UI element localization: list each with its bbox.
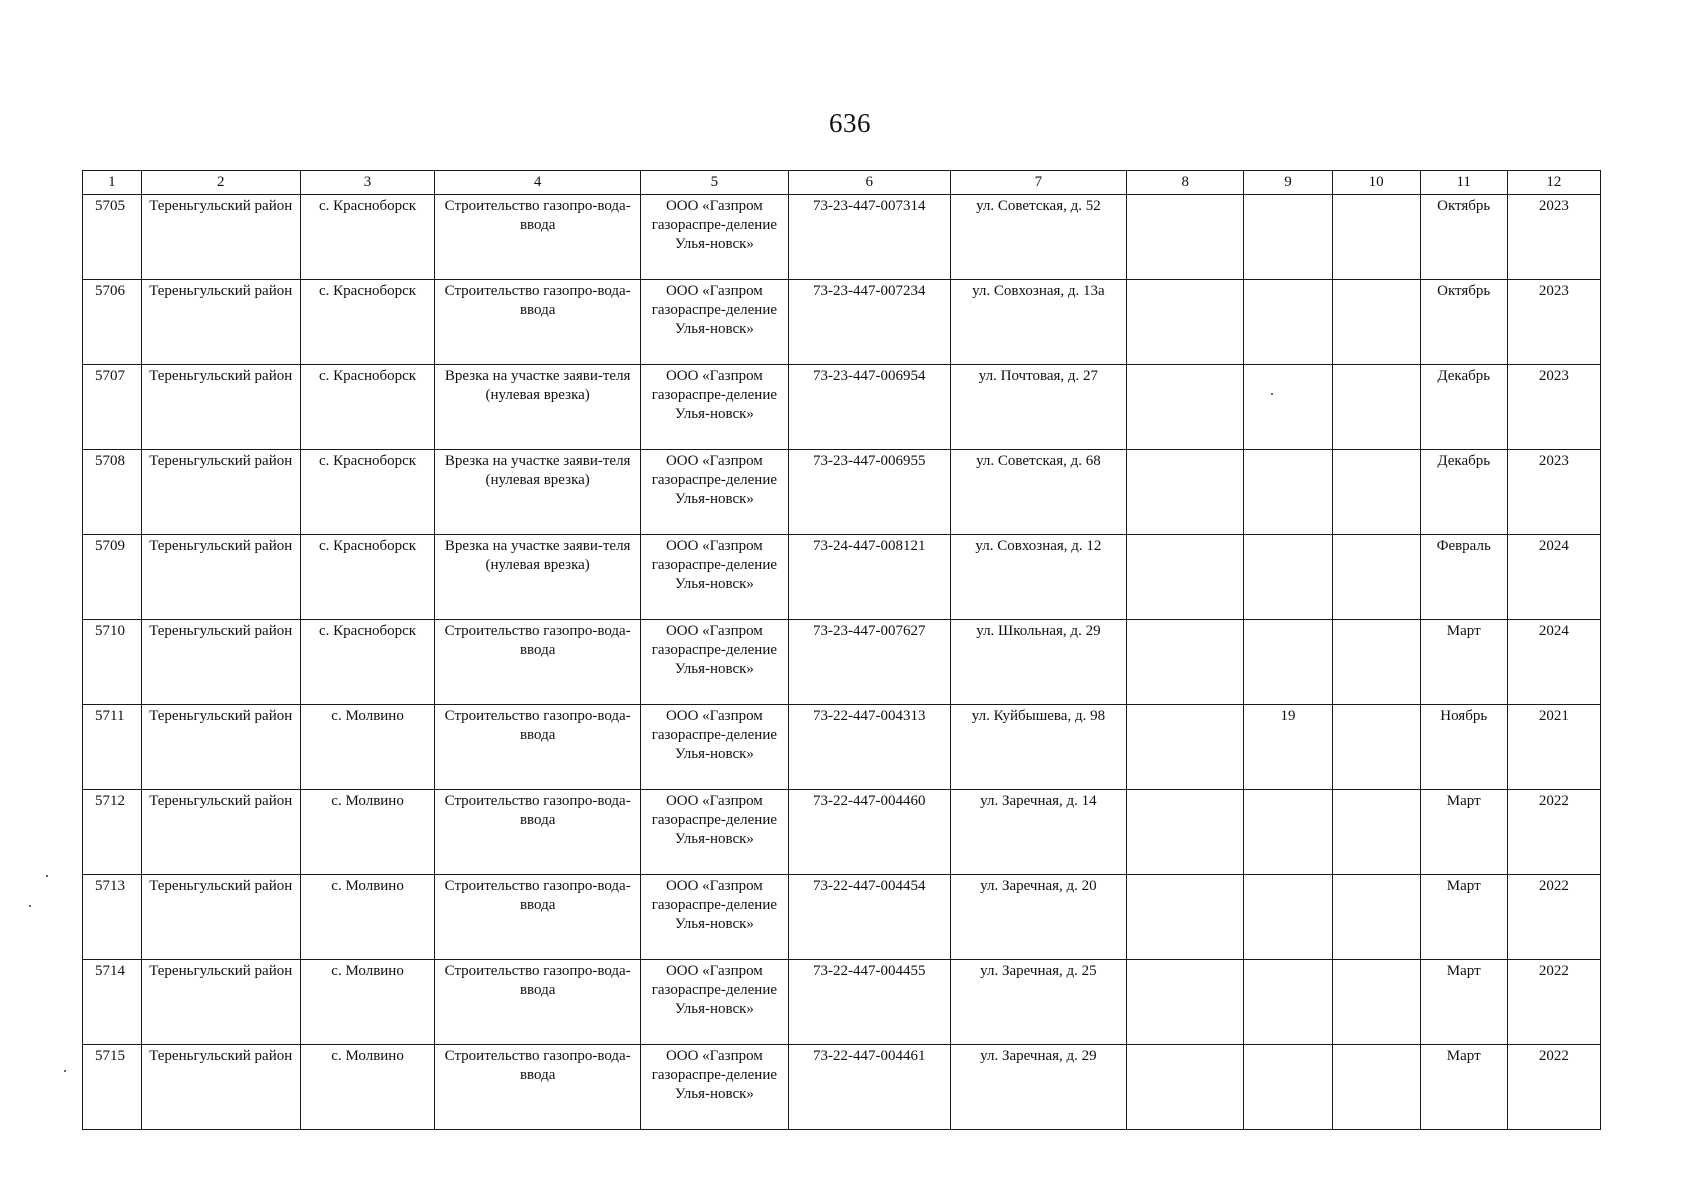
cell-address: ул. Советская, д. 52 [950,195,1126,280]
cell-address: ул. Советская, д. 68 [950,450,1126,535]
cell-organization: ООО «Газпром газораспре-деление Улья-новск» [640,620,788,705]
cell-code: 73-23-447-007627 [788,620,950,705]
cell-code: 73-24-447-008121 [788,535,950,620]
header-col-11: 11 [1420,171,1507,195]
cell-col-10 [1332,365,1420,450]
cell-code: 73-23-447-007314 [788,195,950,280]
header-col-5: 5 [640,171,788,195]
cell-col-9 [1244,790,1332,875]
cell-col-10 [1332,535,1420,620]
table-row [83,620,1601,705]
header-row [83,171,1601,195]
cell-month: Март [1420,960,1507,1045]
cell-organization: ООО «Газпром газораспре-деление Улья-новск» [640,705,788,790]
register-table [82,170,1601,1130]
cell-month: Март [1420,620,1507,705]
cell-address: ул. Куйбышева, д. 98 [950,705,1126,790]
cell-number: 5709 [83,535,142,620]
cell-number: 5715 [83,1045,142,1130]
cell-year: 2023 [1507,280,1600,365]
cell-work-type: Строительство газопро-вода-ввода [435,280,641,365]
cell-col-9: 19 [1244,705,1332,790]
cell-col-9 [1244,875,1332,960]
cell-work-type: Строительство газопро-вода-ввода [435,790,641,875]
cell-settlement: с. Красноборск [300,365,435,450]
cell-col-10 [1332,450,1420,535]
cell-district: Тереньгульский район [141,875,300,960]
cell-year: 2021 [1507,705,1600,790]
cell-year: 2023 [1507,450,1600,535]
cell-col-8 [1127,195,1244,280]
cell-year: 2024 [1507,620,1600,705]
cell-district: Тереньгульский район [141,960,300,1045]
cell-number: 5711 [83,705,142,790]
cell-work-type: Строительство газопро-вода-ввода [435,705,641,790]
cell-col-10 [1332,790,1420,875]
cell-number: 5706 [83,280,142,365]
cell-col-9 [1244,960,1332,1045]
cell-work-type: Врезка на участке заяви-теля (нулевая врезка) [435,450,641,535]
cell-number: 5705 [83,195,142,280]
cell-settlement: с. Молвино [300,875,435,960]
table-row [83,790,1601,875]
header-col-1: 1 [83,171,142,195]
cell-month: Октябрь [1420,280,1507,365]
scan-speck [1271,393,1273,395]
cell-number: 5714 [83,960,142,1045]
cell-year: 2022 [1507,875,1600,960]
cell-col-10 [1332,195,1420,280]
cell-col-10 [1332,1045,1420,1130]
cell-number: 5713 [83,875,142,960]
cell-code: 73-23-447-006954 [788,365,950,450]
cell-work-type: Строительство газопро-вода-ввода [435,875,641,960]
cell-work-type: Строительство газопро-вода-ввода [435,620,641,705]
cell-work-type: Врезка на участке заяви-теля (нулевая врезка) [435,365,641,450]
cell-col-8 [1127,280,1244,365]
cell-col-8 [1127,450,1244,535]
cell-col-8 [1127,960,1244,1045]
cell-code: 73-22-447-004313 [788,705,950,790]
cell-address: ул. Школьная, д. 29 [950,620,1126,705]
page-number: 636 [829,108,871,138]
cell-col-8 [1127,1045,1244,1130]
cell-address: ул. Совхозная, д. 13а [950,280,1126,365]
cell-col-10 [1332,280,1420,365]
cell-organization: ООО «Газпром газораспре-деление Улья-новск» [640,195,788,280]
cell-work-type: Врезка на участке заяви-теля (нулевая врезка) [435,535,641,620]
cell-col-9 [1244,365,1332,450]
cell-year: 2022 [1507,1045,1600,1130]
header-col-10: 10 [1332,171,1420,195]
cell-col-10 [1332,960,1420,1045]
cell-settlement: с. Молвино [300,1045,435,1130]
cell-code: 73-22-447-004455 [788,960,950,1045]
cell-col-9 [1244,195,1332,280]
cell-work-type: Строительство газопро-вода-ввода [435,960,641,1045]
table-row [83,705,1601,790]
cell-code: 73-23-447-006955 [788,450,950,535]
cell-settlement: с. Красноборск [300,280,435,365]
cell-code: 73-23-447-007234 [788,280,950,365]
cell-settlement: с. Красноборск [300,450,435,535]
header-col-4: 4 [435,171,641,195]
cell-settlement: с. Красноборск [300,620,435,705]
cell-col-8 [1127,705,1244,790]
cell-col-10 [1332,875,1420,960]
scan-speck [29,905,31,907]
cell-district: Тереньгульский район [141,790,300,875]
header-col-12: 12 [1507,171,1600,195]
cell-address: ул. Заречная, д. 25 [950,960,1126,1045]
cell-district: Тереньгульский район [141,365,300,450]
cell-col-10 [1332,620,1420,705]
cell-code: 73-22-447-004454 [788,875,950,960]
cell-col-8 [1127,790,1244,875]
cell-col-10 [1332,705,1420,790]
table-row [83,365,1601,450]
cell-month: Март [1420,1045,1507,1130]
cell-month: Октябрь [1420,195,1507,280]
cell-year: 2022 [1507,790,1600,875]
cell-district: Тереньгульский район [141,705,300,790]
cell-settlement: с. Молвино [300,960,435,1045]
table-row [83,1045,1601,1130]
header-col-2: 2 [141,171,300,195]
cell-col-8 [1127,620,1244,705]
cell-year: 2023 [1507,365,1600,450]
scan-speck [46,875,48,877]
cell-work-type: Строительство газопро-вода-ввода [435,195,641,280]
cell-month: Ноябрь [1420,705,1507,790]
cell-address: ул. Заречная, д. 29 [950,1045,1126,1130]
cell-number: 5707 [83,365,142,450]
cell-col-9 [1244,280,1332,365]
scan-speck [64,1070,66,1072]
header-col-3: 3 [300,171,435,195]
cell-settlement: с. Молвино [300,705,435,790]
table-row [83,280,1601,365]
cell-code: 73-22-447-004460 [788,790,950,875]
table-row [83,875,1601,960]
cell-organization: ООО «Газпром газораспре-деление Улья-новск» [640,365,788,450]
cell-settlement: с. Молвино [300,790,435,875]
table-row [83,450,1601,535]
cell-address: ул. Почтовая, д. 27 [950,365,1126,450]
cell-month: Декабрь [1420,450,1507,535]
cell-district: Тереньгульский район [141,280,300,365]
cell-organization: ООО «Газпром газораспре-деление Улья-новск» [640,535,788,620]
cell-col-9 [1244,1045,1332,1130]
cell-year: 2024 [1507,535,1600,620]
cell-work-type: Строительство газопро-вода-ввода [435,1045,641,1130]
cell-organization: ООО «Газпром газораспре-деление Улья-новск» [640,280,788,365]
cell-organization: ООО «Газпром газораспре-деление Улья-новск» [640,790,788,875]
table-body [83,195,1601,1130]
cell-col-8 [1127,875,1244,960]
cell-organization: ООО «Газпром газораспре-деление Улья-новск» [640,875,788,960]
header-col-8: 8 [1127,171,1244,195]
cell-address: ул. Заречная, д. 20 [950,875,1126,960]
cell-organization: ООО «Газпром газораспре-деление Улья-новск» [640,1045,788,1130]
cell-organization: ООО «Газпром газораспре-деление Улья-новск» [640,450,788,535]
cell-number: 5712 [83,790,142,875]
cell-address: ул. Заречная, д. 14 [950,790,1126,875]
header-col-9: 9 [1244,171,1332,195]
cell-settlement: с. Красноборск [300,195,435,280]
cell-district: Тереньгульский район [141,535,300,620]
cell-number: 5708 [83,450,142,535]
cell-district: Тереньгульский район [141,450,300,535]
cell-col-8 [1127,365,1244,450]
header-col-7: 7 [950,171,1126,195]
table-header [83,171,1601,195]
cell-col-9 [1244,535,1332,620]
cell-organization: ООО «Газпром газораспре-деление Улья-новск» [640,960,788,1045]
cell-district: Тереньгульский район [141,620,300,705]
cell-month: Март [1420,875,1507,960]
cell-month: Декабрь [1420,365,1507,450]
cell-month: Март [1420,790,1507,875]
table-row [83,535,1601,620]
cell-district: Тереньгульский район [141,195,300,280]
cell-col-8 [1127,535,1244,620]
cell-settlement: с. Красноборск [300,535,435,620]
header-col-6: 6 [788,171,950,195]
cell-code: 73-22-447-004461 [788,1045,950,1130]
cell-district: Тереньгульский район [141,1045,300,1130]
table-row [83,195,1601,280]
cell-year: 2023 [1507,195,1600,280]
cell-number: 5710 [83,620,142,705]
cell-col-9 [1244,450,1332,535]
cell-col-9 [1244,620,1332,705]
cell-address: ул. Совхозная, д. 12 [950,535,1126,620]
table-row [83,960,1601,1045]
cell-year: 2022 [1507,960,1600,1045]
cell-month: Февраль [1420,535,1507,620]
